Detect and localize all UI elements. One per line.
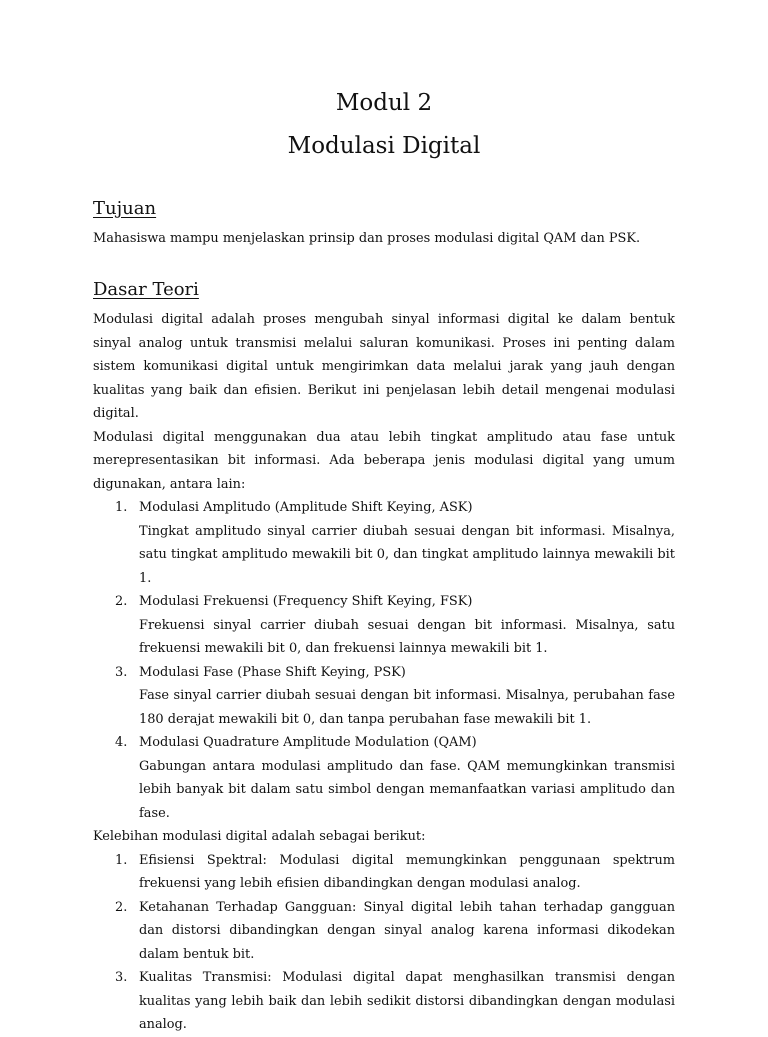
paragraph-definition: Modulasi digital adalah proses mengubah sinyal informasi digital ke dalam bentuk sinyal analog untuk transmisi melalui saluran komunikasi. Proses ini penting dalam sistem komunikasi digital untuk mengirimkan data melalui jarak yang jauh dengan kualitas yang baik dan efisien. Berikut ini penjelasan lebih detail mengenai modulasi digital. <box>93 312 675 421</box>
list-item-text: Efisiensi Spektral: Modulasi digital memungkinkan penggunaan spektrum frekuensi yang lebih efisien dibandingkan dengan modulasi analog. <box>139 852 675 891</box>
list-number: 3. <box>115 970 128 985</box>
modulation-types-list <box>93 496 675 825</box>
list-number: 1. <box>115 852 128 868</box>
module-number: Modul 2 <box>335 90 433 116</box>
list-item-description: Gabungan antara modulasi amplitudo dan fase. QAM memungkinkan transmisi lebih banyak bit dalam satu simbol dengan memanfaatkan variasi amplitudo dan fase. <box>139 758 675 821</box>
list-item-text: Ketahanan Terhadap Gangguan: Sinyal digital lebih tahan terhadap gangguan dan distorsi dibandingkan dengan sinyal analog karena informasi dikodekan dalam bentuk bit. <box>139 899 675 962</box>
list-item <box>93 896 675 967</box>
list-item-description: Tingkat amplitudo sinyal carrier diubah sesuai dengan bit informasi. Misalnya, satu tingkat amplitudo mewakili bit 0, dan tingkat amplitudo lainnya mewakili bit 1. <box>139 523 675 586</box>
list-item-title: Modulasi Quadrature Amplitude Modulation (QAM) <box>139 735 477 750</box>
list-number: 2. <box>115 594 128 609</box>
list-number: 1. <box>115 500 128 515</box>
dasar-teori-section <box>93 308 675 1037</box>
list-item-text: Kualitas Transmisi: Modulasi digital dapat menghasilkan transmisi dengan kualitas yang lebih baik dan lebih sedikit distorsi dibandingkan dengan modulasi analog. <box>139 970 675 1032</box>
tujuan-section <box>93 227 675 251</box>
list-number: 2. <box>115 899 128 915</box>
advantages-list <box>93 849 675 1037</box>
list-item-description: Fase sinyal carrier diubah sesuai dengan bit informasi. Misalnya, perubahan fase 180 derajat mewakili bit 0, dan tanpa perubahan fase mewakili bit 1. <box>139 688 675 727</box>
paragraph-types-intro: Modulasi digital menggunakan dua atau lebih tingkat amplitudo atau fase untuk merepresentasikan bit informasi. Ada beberapa jenis modulasi digital yang umum digunakan, antara lain: <box>93 429 675 492</box>
list-item-title: Modulasi Fase (Phase Shift Keying, PSK) <box>139 664 406 680</box>
list-item <box>93 590 675 661</box>
list-item <box>93 496 675 590</box>
dasar-teori-heading: Dasar Teori <box>93 279 199 300</box>
tujuan-text: Mahasiswa mampu menjelaskan prinsip dan proses modulasi digital QAM dan PSK. <box>93 231 641 246</box>
list-item-description: Frekuensi sinyal carrier diubah sesuai dengan bit informasi. Misalnya, satu frekuensi mewakili bit 0, dan frekuensi lainnya mewakili bit 1. <box>139 617 675 656</box>
list-number: 4. <box>115 735 128 750</box>
paragraph-advantages-intro: Kelebihan modulasi digital adalah sebagai berikut: <box>93 829 426 844</box>
tujuan-heading: Tujuan <box>93 198 157 219</box>
list-item <box>93 731 675 825</box>
list-item-title: Modulasi Amplitudo (Amplitude Shift Keying, ASK) <box>139 500 473 515</box>
list-item <box>93 661 675 732</box>
list-number: 3. <box>115 664 128 680</box>
list-item-title: Modulasi Frekuensi (Frequency Shift Keying, FSK) <box>139 594 473 609</box>
list-item <box>93 849 675 896</box>
page-title: Modulasi Digital <box>287 133 481 159</box>
list-item <box>93 966 675 1037</box>
